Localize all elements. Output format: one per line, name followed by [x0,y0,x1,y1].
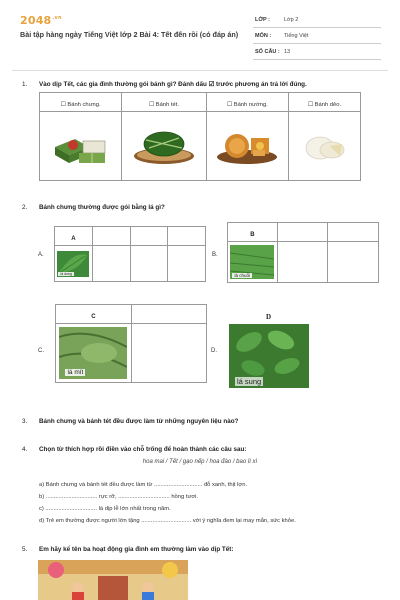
la-sung-caption: lá sung [237,377,262,386]
la-dong-caption: lá dong [60,271,72,276]
q1-option-2-label[interactable]: ☐ Bánh tét. [122,93,207,112]
la-chuoi-image [230,245,274,279]
meta-row-class: LỚP : Lớp 2 [253,14,381,28]
banh-chung-icon [49,125,113,167]
fill-line-d[interactable]: d) Trẻ em thường được người lớn tặng ............................... với ý nghĩa đem lại may mắn, sức khỏe. [39,518,296,524]
banh-tet-icon [131,126,197,166]
banh-deo-icon [296,128,352,164]
q2-option-a-table [54,226,206,282]
q2-option-c-letter[interactable]: C. [38,348,44,354]
la-sung-image [229,324,309,388]
q1-option-1-image [40,112,122,181]
q2-option-d-letter[interactable]: D. [211,348,217,354]
q1-option-4-image [288,112,360,181]
q2-option-b-letter[interactable]: B. [212,252,218,258]
q2-option-a-letter[interactable]: A. [38,252,44,258]
meta-row-subject: MÔN : Tiếng Việt [253,30,381,44]
word-bank: hoa mai / Tết / gạo nếp / hoa đào / bao lì xì [142,459,258,465]
la-dong-image [57,251,89,277]
worksheet-meta [253,14,381,62]
q2-option-a-head: A [71,236,76,242]
fill-line-c[interactable]: c) ................................ là dịp lễ lớn nhất trong năm. [39,506,171,512]
banh-nuong-icon [215,126,279,166]
q2-option-b-table [227,222,379,283]
la-chuoi-caption: lá chuối [234,273,250,278]
q1-options-table [39,92,361,181]
la-mit-image [59,327,127,379]
la-mit-caption: lá mít [67,369,84,376]
q1-option-2-image [122,112,207,181]
header-divider [12,70,388,71]
q2-option-c-head: C [91,314,96,320]
q2-option-b-head: B [250,232,255,238]
q1-option-3-image [206,112,288,181]
fill-line-a[interactable]: a) Bánh chưng và bánh tét đều được làm từ .............................. đỗ xanh, thịt lợn. [39,482,248,488]
q1-option-4-label[interactable]: ☐ Bánh dẻo. [288,93,360,112]
worksheet-header [0,0,400,62]
site-logo[interactable]: $2048^{.vn}$ [20,14,62,27]
tet-family-illustration [38,560,188,600]
q1-option-1-label[interactable]: ☐ Bánh chưng. [40,93,122,112]
q2-option-d-head: D [266,313,272,321]
q2-option-c-table [55,304,207,383]
worksheet-title: Bài tập hàng ngày Tiếng Việt lớp 2 Bài 4: Tết đến rồi (có đáp án) [20,30,239,39]
fill-line-b[interactable]: b) ................................ rực rỡ, ................................ hồng tươi. [39,494,199,500]
q1-option-3-label[interactable]: ☐ Bánh nướng. [206,93,288,112]
meta-row-question-count: SỐ CÂU : 13 [253,46,381,60]
